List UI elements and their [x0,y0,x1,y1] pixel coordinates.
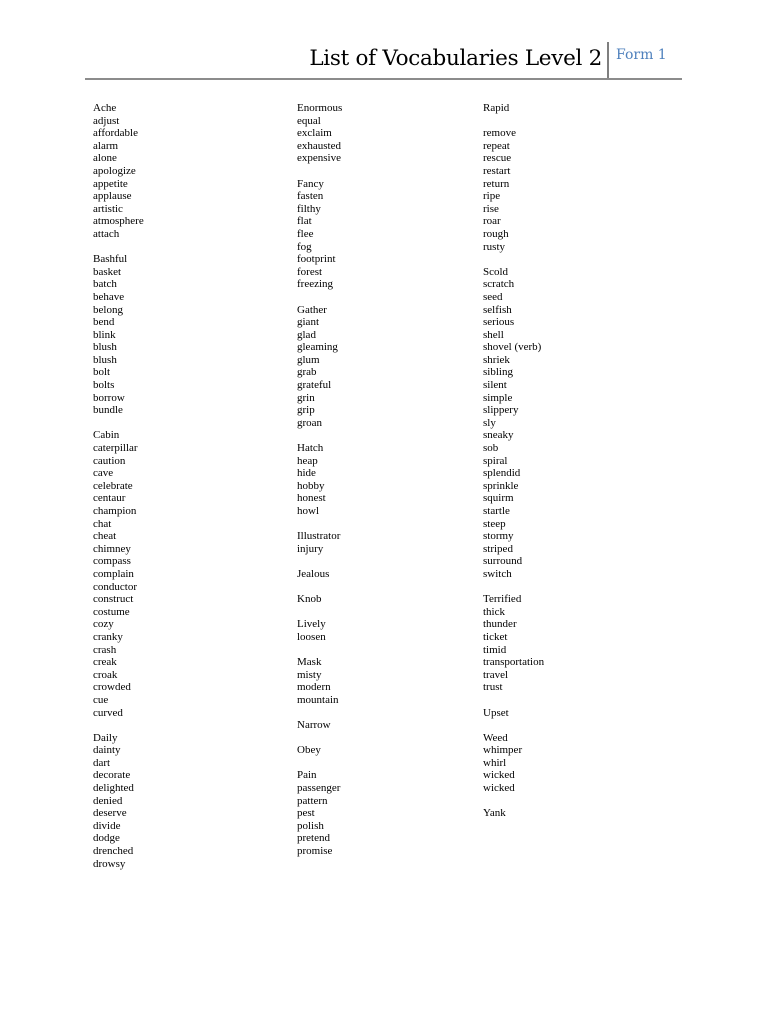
vocabulary-word: Illustrator [297,530,341,543]
vocabulary-word: borrow [93,391,125,404]
vocabulary-word: crash [93,643,117,656]
vocabulary-word: spiral [483,454,508,467]
vocabulary-word: Mask [297,656,322,669]
vocabulary-word: apologize [93,164,136,177]
vocabulary-word: return [483,177,510,190]
group-spacer [297,555,342,568]
vocabulary-word: gleaming [297,341,338,354]
vocabulary-word: Weed [483,731,508,744]
vocabulary-word: chimney [93,542,131,555]
vocabulary-word: travel [483,668,509,681]
vocabulary-word: bolt [93,366,111,379]
vocabulary-word: alarm [93,139,119,152]
vocabulary-word: selfish [483,303,512,316]
vocabulary-word: Terrified [483,593,522,606]
vocabulary-word: dainty [93,744,121,757]
vocabulary-word: injury [297,542,324,555]
vocabulary-word: Narrow [297,719,331,732]
vocabulary-word: scratch [483,278,515,291]
vocabulary-word: wicked [483,769,515,782]
vocabulary-word: thick [483,605,505,618]
vocabulary-word: drowsy [93,857,126,870]
group-spacer [297,165,342,178]
vocabulary-word: grin [297,391,315,404]
vocabulary-word: grip [297,404,315,417]
vocabulary-word: Yank [483,807,506,820]
vocabulary-word: exclaim [297,127,332,140]
vocabulary-word: shell [483,328,504,341]
vocabulary-word: filthy [297,202,321,215]
vocabulary-word: ripe [483,190,501,203]
vocabulary-word: drenched [93,845,134,858]
vocabulary-word: blink [93,328,116,341]
vocabulary-word: startle [483,505,510,517]
vocabulary-word: Scold [483,265,509,278]
group-spacer [93,241,144,254]
group-spacer [93,417,144,430]
vocabulary-word: Jealous [297,567,330,580]
vocabulary-word: divide [93,819,121,832]
page-title: List of Vocabularies Level 2 [309,46,602,71]
vocabulary-word: flee [297,227,314,240]
vocabulary-word: Enormous [297,102,343,114]
vocabulary-word: squirm [483,492,514,505]
vocabulary-word: stormy [483,530,514,543]
vocabulary-word: champion [93,505,137,517]
vocabulary-word: croak [93,668,118,681]
vocabulary-word: hobby [297,479,325,492]
vocabulary-word: bend [93,316,115,329]
vocabulary-word: bundle [93,404,123,417]
vocabulary-word: blush [93,341,117,354]
vocabulary-word: belong [93,303,123,316]
vocabulary-word: ticket [483,630,508,643]
vocabulary-word: freezing [297,278,334,291]
vocabulary-word: giant [297,316,319,329]
vocabulary-word: blush [93,353,117,366]
vocabulary-word: remove [483,127,516,140]
vocabulary-word: steep [483,517,506,530]
vocabulary-word: construct [93,593,134,606]
group-spacer [483,795,544,808]
vocabulary-word: misty [297,668,322,681]
vocabulary-word: equal [297,114,321,127]
vocabulary-word: compass [93,555,131,568]
group-spacer [297,429,342,442]
vocabulary-word: glum [297,353,320,366]
vocabulary-word: Gather [297,303,327,316]
vocabulary-word: Lively [297,618,326,631]
vocabulary-word: creak [93,656,117,669]
vocabulary-word: Fancy [297,177,324,190]
vocabulary-word: footprint [297,253,336,266]
vocabulary-column-1 [93,102,144,870]
vocabulary-word: conductor [93,580,137,593]
vocabulary-word: modern [297,681,331,694]
page-header [85,0,682,80]
vocabulary-word: behave [93,290,125,303]
vocabulary-word: slippery [483,404,519,417]
vocabulary-word: deserve [93,807,127,820]
vocabulary-word: attach [93,227,120,240]
group-spacer [297,606,342,619]
vocabulary-word: sneaky [483,429,514,442]
vocabulary-word: sprinkle [483,479,519,492]
vocabulary-word: serious [483,316,515,329]
vocabulary-word: costume [93,605,130,618]
vocabulary-word: passenger [297,782,341,795]
vocabulary-word: howl [297,505,319,517]
vocabulary-word: artistic [93,202,123,215]
vocabulary-word: alone [93,152,117,165]
vocabulary-word: cave [93,467,114,480]
group-spacer [483,253,544,266]
vocabulary-word: trust [483,681,503,694]
vocabulary-word: decorate [93,769,131,782]
vocabulary-word: curved [93,706,123,719]
vocabulary-word: bolts [93,379,115,392]
group-spacer [483,694,544,707]
vocabulary-word: Bashful [93,253,128,266]
group-spacer [483,115,544,128]
vocabulary-word: Rapid [483,102,510,114]
vocabulary-word: Pain [297,769,317,782]
vocabulary-word: switch [483,567,512,580]
vocabulary-column-3 [483,102,544,820]
vocabulary-word: denied [93,794,123,807]
vocabulary-word: thunder [483,618,517,631]
group-spacer [297,707,342,720]
vocabulary-word: transportation [483,656,545,669]
vocabulary-word: Obey [297,744,321,757]
vocabulary-word: cheat [93,530,117,543]
group-spacer [297,644,342,657]
vocabulary-word: celebrate [93,479,133,492]
vocabulary-word: dart [93,756,111,769]
vocabulary-word: seed [483,290,503,303]
vocabulary-word: flat [297,215,312,228]
vocabulary-word: atmosphere [93,215,144,228]
vocabulary-word: cranky [93,630,123,643]
vocabulary-word: centaur [93,492,126,505]
vocabulary-word: striped [483,542,513,555]
vocabulary-word: timid [483,643,507,656]
vocabulary-word: sob [483,442,499,455]
vocabulary-word: pattern [297,794,328,807]
vocabulary-word: silent [483,379,507,392]
header-rule [85,78,682,80]
vocabulary-word: shriek [483,353,510,366]
vocabulary-word: applause [93,190,132,203]
group-spacer [297,518,342,531]
vocabulary-word: whirl [483,756,507,769]
vocabulary-word: Cabin [93,429,120,442]
vocabulary-word: honest [297,492,326,505]
vocabulary-word: simple [483,391,513,404]
vocabulary-word: affordable [93,127,138,140]
vocabulary-word: sibling [483,366,513,379]
group-spacer [297,732,342,745]
vocabulary-word: forest [297,265,323,278]
group-spacer [297,291,342,304]
vocabulary-word: pest [297,807,315,820]
vocabulary-word: loosen [297,630,326,643]
vocabulary-word: caution [93,454,126,467]
vocabulary-word: expensive [297,152,341,165]
vocabulary-word: repeat [483,139,510,152]
vocabulary-word: polish [297,819,324,832]
vocabulary-word: delighted [93,782,134,795]
vocabulary-word: mountain [297,693,339,706]
vocabulary-word: restart [483,164,511,177]
group-spacer [93,719,144,732]
group-spacer [483,719,544,732]
vocabulary-word: whimper [483,744,523,757]
group-spacer [483,581,544,594]
vocabulary-word: glad [297,328,316,341]
vocabulary-word: promise [297,845,333,858]
vocabulary-word: Upset [483,706,509,719]
vocabulary-word: fasten [297,190,324,203]
vocabulary-word: caterpillar [93,442,138,455]
vocabulary-word: crowded [93,681,131,694]
vocabulary-word: batch [93,278,117,291]
vocabulary-column-2 [297,102,342,858]
vocabulary-word: splendid [483,467,521,480]
vocabulary-word: grateful [297,379,332,392]
vocabulary-word: cue [93,693,109,706]
header-divider [607,42,609,79]
vocabulary-word: appetite [93,177,128,190]
vocabulary-word: grab [297,366,317,379]
vocabulary-word: hide [297,467,316,480]
vocabulary-word: rise [483,202,499,215]
vocabulary-word: rusty [483,240,505,253]
vocabulary-word: complain [93,567,134,580]
vocabulary-word: rough [483,227,509,240]
group-spacer [297,581,342,594]
form-label: Form 1 [616,47,667,63]
vocabulary-word: basket [93,265,122,278]
vocabulary-word: pretend [297,832,330,845]
vocabulary-word: Hatch [297,442,324,455]
vocabulary-word: exhausted [297,139,341,152]
vocabulary-word: dodge [93,832,120,845]
vocabulary-word: heap [297,454,318,467]
vocabulary-word: Daily [93,731,118,744]
vocabulary-word: adjust [93,114,120,127]
vocabulary-word: cozy [93,618,114,631]
vocabulary-word: roar [483,215,501,228]
vocabulary-word: surround [483,555,523,568]
vocabulary-word: sly [483,416,496,429]
vocabulary-word: fog [297,240,312,253]
vocabulary-word: shovel (verb) [483,341,542,354]
vocabulary-word: groan [297,416,323,429]
vocabulary-word: Knob [297,593,322,606]
vocabulary-word: Ache [93,102,117,114]
vocabulary-word: rescue [483,152,512,165]
vocabulary-word: wicked [483,782,515,795]
group-spacer [297,757,342,770]
vocabulary-word: chat [93,517,112,530]
